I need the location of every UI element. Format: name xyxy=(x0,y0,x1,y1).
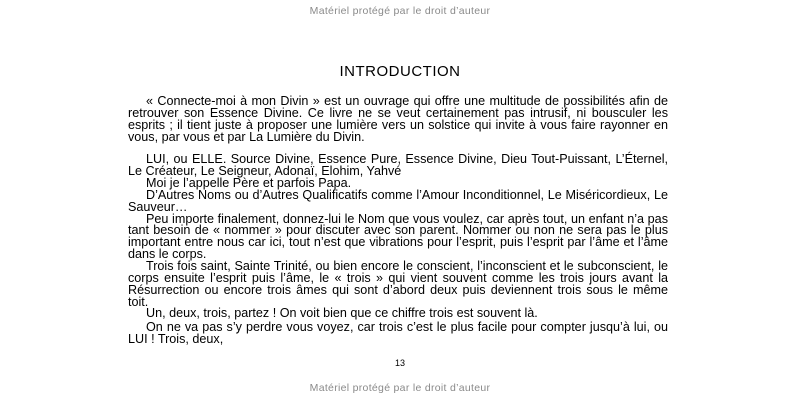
chapter-body xyxy=(128,96,668,346)
paragraph-intro: « Connecte-moi à mon Divin » est un ouvrage qui offre une multitude de possibilités afin de retrouver son Essence Divine. Ce livre ne se veut certainement pas intrusif, ni bousculer les esprits ; il tient juste à proposer une lumière vers un solstice qui invite à vous faire rayonner en vous, par vous et par La Lumière du Divin. xyxy=(128,94,668,144)
paragraph-father: Moi je l’appelle Père et parfois Papa. xyxy=(146,176,352,191)
page-number: 13 xyxy=(394,358,405,368)
paragraph-trinity: Trois fois saint, Sainte Trinité, ou bien encore le conscient, l’inconscient et le subconscient, le corps ensuite l’esprit puis l’âme, le « trois » qui vient souvent comme les trois jours avant la Résurrection ou encore trois âmes qui sont d’abord deux puis deviennent trois sous le même toit. xyxy=(128,258,668,309)
paragraph-qualifiers: D’Autres Noms ou d’Autres Qualificatifs comme l’Amour Inconditionnel, Le Miséricordieux, Le Sauveur… xyxy=(128,187,668,214)
paragraph-naming: Peu importe finalement, donnez-lui le Nom que vous voulez, car après tout, un enfant n’a pas tant besoin de « nommer » pour discuter avec son parent. Nommer ou non ne sera pas le plus important entre nous car ici, tout n’est que vibrations pour l’esprit, puis l’esprit par l’âme et l’âme dans le corps. xyxy=(128,211,668,262)
paragraph-three: On ne va pas s’y perdre vous voyez, car trois c’est le plus facile pour compter jusqu’à lui, ou LUI ! Trois, deux, xyxy=(128,320,668,347)
paragraph-count: Un, deux, trois, partez ! On voit bien que ce chiffre trois est souvent là. xyxy=(146,306,538,321)
copyright-watermark-bottom: Matériel protégé par le droit d’auteur xyxy=(309,382,491,394)
copyright-watermark-top: Matériel protégé par le droit d’auteur xyxy=(309,5,491,17)
paragraph-names: LUI, ou ELLE. Source Divine, Essence Pure, Essence Divine, Dieu Tout-Puissant, L’Éternel, Le Créateur, Le Seigneur, Adonaï, Elohim, Yahvé xyxy=(128,152,668,179)
chapter-title: INTRODUCTION xyxy=(339,63,461,80)
